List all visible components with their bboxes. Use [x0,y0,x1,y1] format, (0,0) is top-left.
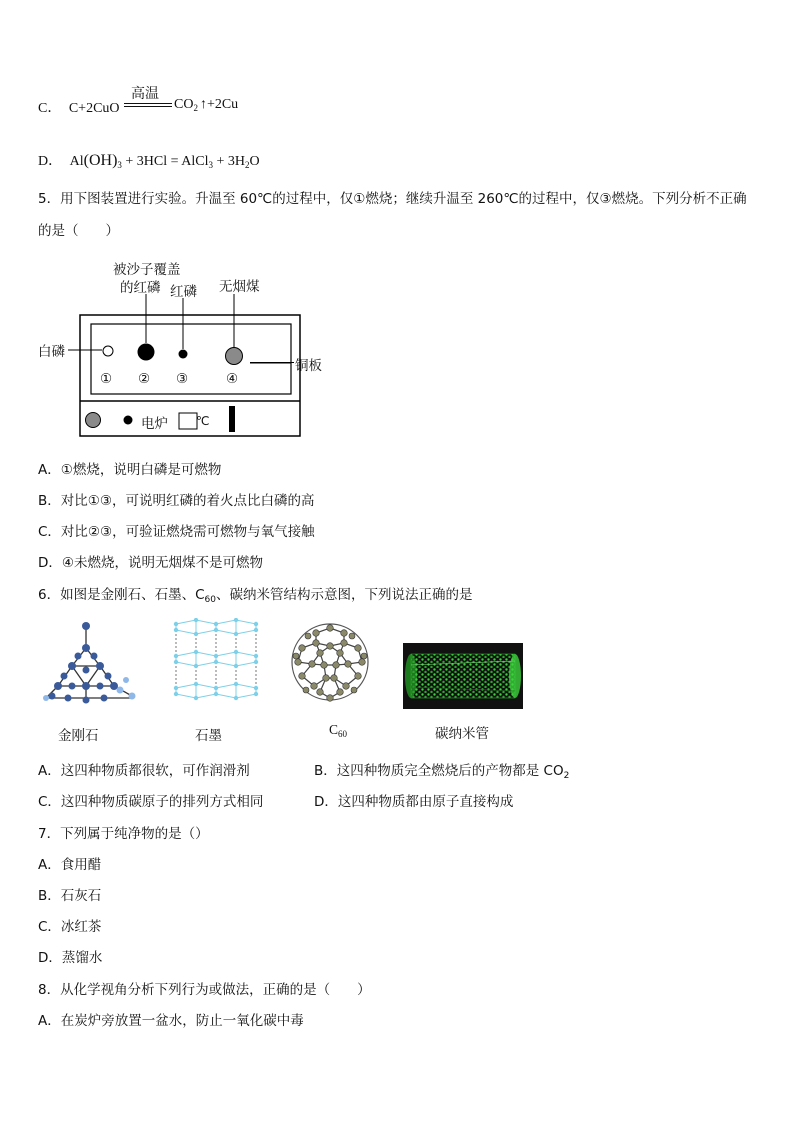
q7-option-c: C．冰红茶 [38,919,102,935]
q6-option-b-sub: 2 [563,771,570,781]
q5-option-d: D．④未燃烧，说明无烟煤不是可燃物 [38,555,263,571]
caption-c60-sub: 60 [338,729,348,739]
product-co-sub: 2 [193,103,198,113]
q6-option-a: A．这四种物质都很软，可作润滑剂 [38,763,250,779]
diamond-structure-figure [38,618,140,706]
diamond-svg [38,618,140,706]
q6-option-b-main: B．这四种物质完全燃烧后的产物都是 CO [314,763,564,779]
q5-stem-line2: 的是（ ） [38,223,119,239]
label-electric-furnace: 电炉 [141,416,168,432]
label-n2: ② [138,371,151,387]
q6-stem-post: 、碳纳米管结构示意图，下列说法正确的是 [215,587,473,603]
label-celsius: ℃ [196,414,210,428]
q5-option-c: C．对比②③，可验证燃烧需可燃物与氧气接触 [38,524,315,540]
label-white-phosphorus: 白磷 [38,344,65,360]
eq-al: Al [69,154,84,169]
label-n3: ③ [176,371,189,387]
q4-option-c [38,97,120,117]
label-covered-red-phosphorus-2: 的红磷 [120,280,161,296]
eq-oh-sub: 3 [117,160,122,170]
equation-bar-bottom [124,106,172,107]
q7-option-b: B．石灰石 [38,888,102,904]
q7-option-a: A．食用醋 [38,857,102,873]
option-label: D． [38,154,63,169]
product-co: CO [174,97,194,112]
caption-graphite: 石墨 [195,728,222,744]
caption-nanotube: 碳纳米管 [435,726,489,742]
carbon-nanotube-figure [403,643,523,709]
reaction-condition: 高温 [131,86,159,102]
eq-oh: (OH) [83,152,118,169]
red-phosphorus-dot [179,350,188,359]
eq-water: + 3H [212,154,245,169]
q7-stem: 7．下列属于纯净物的是（） [38,826,209,842]
q6-stem-sub: 60 [204,595,216,605]
furnace-indicator [124,416,133,425]
q6-option-d: D．这四种物质都由原子直接构成 [314,794,514,810]
q4-option-d [38,150,260,170]
covered-red-phosphorus-dot [138,344,155,361]
q5-stem-line1: 5．用下图装置进行实验。升温至 60℃的过程中，仅①燃烧；继续升温至 260℃的过程中，仅③燃烧。下列分析不正确 [38,191,747,207]
anthracite-dot [226,348,243,365]
temperature-display [179,413,197,429]
c60-svg [282,616,378,708]
gas-arrow: ↑ [199,97,207,112]
label-anthracite: 无烟煤 [219,279,260,295]
caption-diamond: 金刚石 [58,728,99,744]
eq-o: O [249,154,260,169]
equation-bar-top [124,103,172,104]
q6-option-b [314,759,569,781]
c60-structure-figure [282,616,378,708]
white-phosphorus-dot [103,346,113,356]
eq-hcl: + 3HCl = AlCl [121,154,209,169]
label-copper-plate: 铜板 [295,358,322,374]
q8-option-a: A．在炭炉旁放置一盆水，防止一氧化碳中毒 [38,1013,304,1029]
q5-option-b: B．对比①③，可说明红磷的着火点比白磷的高 [38,493,315,509]
q6-stem [38,583,472,605]
q8-stem: 8．从化学视角分析下列行为或做法，正确的是（ ） [38,982,371,998]
q6-stem-pre: 6．如图是金刚石、石墨、C [38,587,205,603]
nanotube-svg [403,643,523,709]
caption-c60-main: C [329,722,339,737]
q4-option-c-products [174,97,238,113]
q5-option-a: A．①燃烧，说明白磷是可燃物 [38,462,222,478]
inner-frame [91,324,291,394]
label-n4: ④ [226,371,239,387]
reactants: C+2CuO [68,101,120,116]
option-label: C． [38,101,62,116]
leader-copper [250,362,294,363]
graphite-svg [166,618,266,706]
label-covered-red-phosphorus-1: 被沙子覆盖 [113,262,181,278]
q6-option-c: C．这四种物质碳原子的排列方式相同 [38,794,264,810]
furnace-switch [229,406,235,432]
graphite-structure-figure [166,618,266,706]
product-cu: +2Cu [206,97,239,112]
caption-c60 [329,722,347,739]
combustion-apparatus-diagram [36,256,356,441]
label-n1: ① [100,371,113,387]
furnace-knob [86,413,101,428]
eq-water-sub: 2 [245,160,250,170]
eq-alcl-sub: 3 [208,160,213,170]
q7-option-d: D．蒸馏水 [38,950,103,966]
label-red-phosphorus: 红磷 [170,284,197,300]
